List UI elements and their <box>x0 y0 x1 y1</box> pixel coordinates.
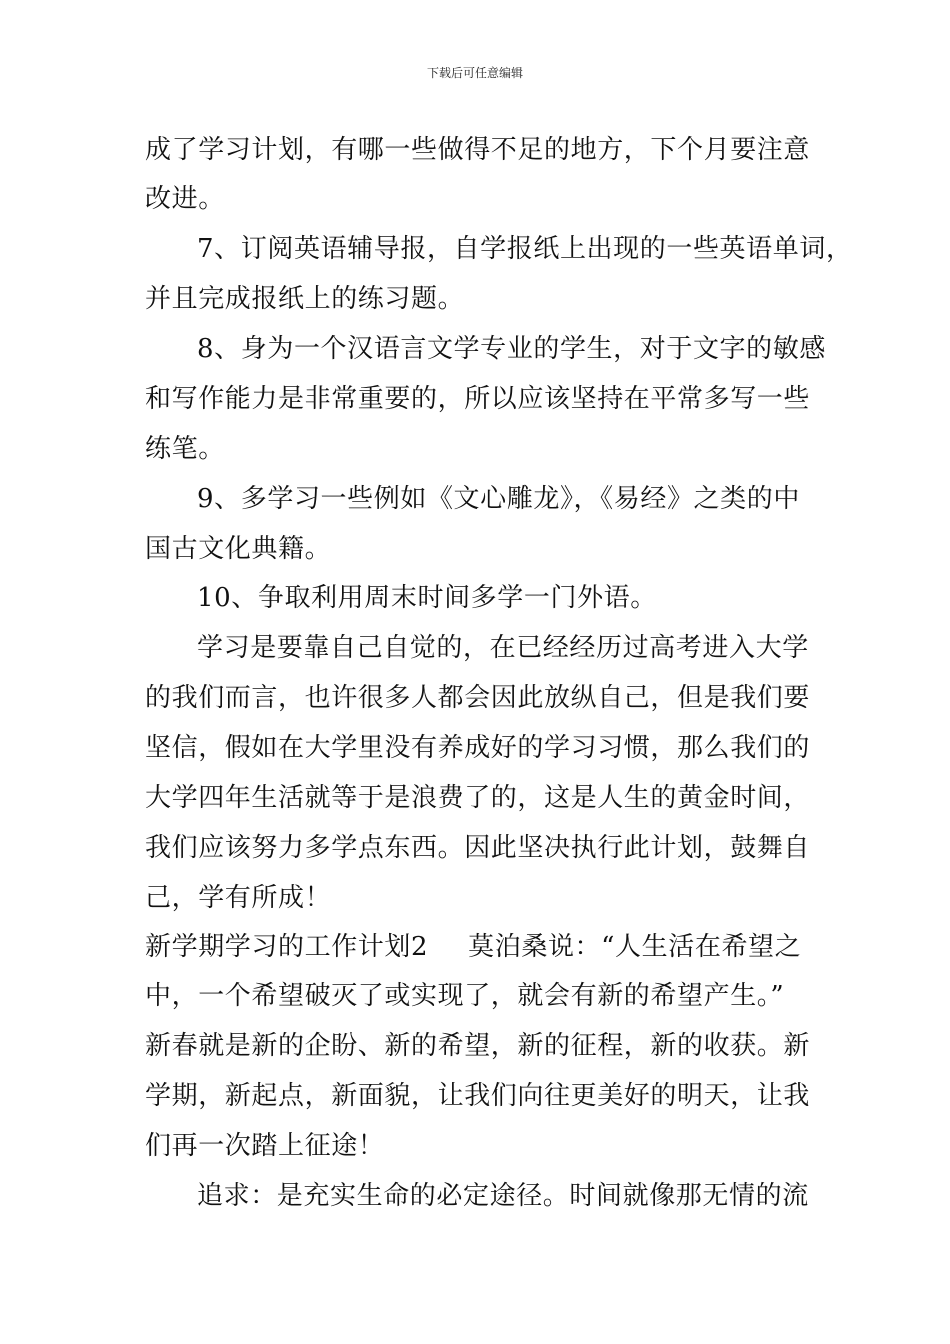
text-line: 学期，新起点，新面貌，让我们向往更美好的明天，让我 <box>145 1081 811 1111</box>
text-line: 己，学有所成！ <box>145 883 332 913</box>
text-line: 的我们而言，也许很多人都会因此放纵自己，但是我们要 <box>145 683 811 713</box>
text-line: 坚信，假如在大学里没有养成好的学习习惯，那么我们的 <box>145 733 811 763</box>
text-line: 并且完成报纸上的练习题。 <box>145 284 465 314</box>
text-line: 改进。 <box>145 184 225 214</box>
text-line: 10、争取利用周末时间多学一门外语。 <box>197 583 657 613</box>
text-line: 我们应该努力多学点东西。因此坚决执行此计划，鼓舞自 <box>145 833 811 863</box>
section-line <box>145 932 815 962</box>
section-title: 新学期学习的工作计划2 <box>145 932 429 962</box>
text-line: 8、身为一个汉语言文学专业的学生，对于文字的敏感 <box>197 334 826 364</box>
text-line: 大学四年生活就等于是浪费了的，这是人生的黄金时间， <box>145 783 811 813</box>
text-line: 追求：是充实生命的必定途径。时间就像那无情的流 <box>197 1181 809 1211</box>
text-line: 和写作能力是非常重要的，所以应该坚持在平常多写一些 <box>145 384 811 414</box>
text-line: 7、订阅英语辅导报，自学报纸上出现的一些英语单词， <box>197 234 853 264</box>
text-line: 学习是要靠自己自觉的，在已经经历过高考进入大学 <box>197 633 809 663</box>
text-line: 9、多学习一些例如《文心雕龙》，《易经》之类的中 <box>197 484 800 514</box>
text-line: 们再一次踏上征途！ <box>145 1131 385 1161</box>
page-header: 下载后可任意编辑 <box>426 66 523 80</box>
text-line: 成了学习计划，有哪一些做得不足的地方，下个月要注意 <box>145 135 811 165</box>
text-line: 新春就是新的企盼、新的希望，新的征程，新的收获。新 <box>145 1031 811 1061</box>
text-line: 中，一个希望破灭了或实现了，就会有新的希望产生。” <box>145 981 785 1011</box>
text-line: 练笔。 <box>145 434 225 464</box>
text-line: 国古文化典籍。 <box>145 534 332 564</box>
section-title-continuation: 莫泊桑说：“人生活在希望之 <box>468 932 802 962</box>
